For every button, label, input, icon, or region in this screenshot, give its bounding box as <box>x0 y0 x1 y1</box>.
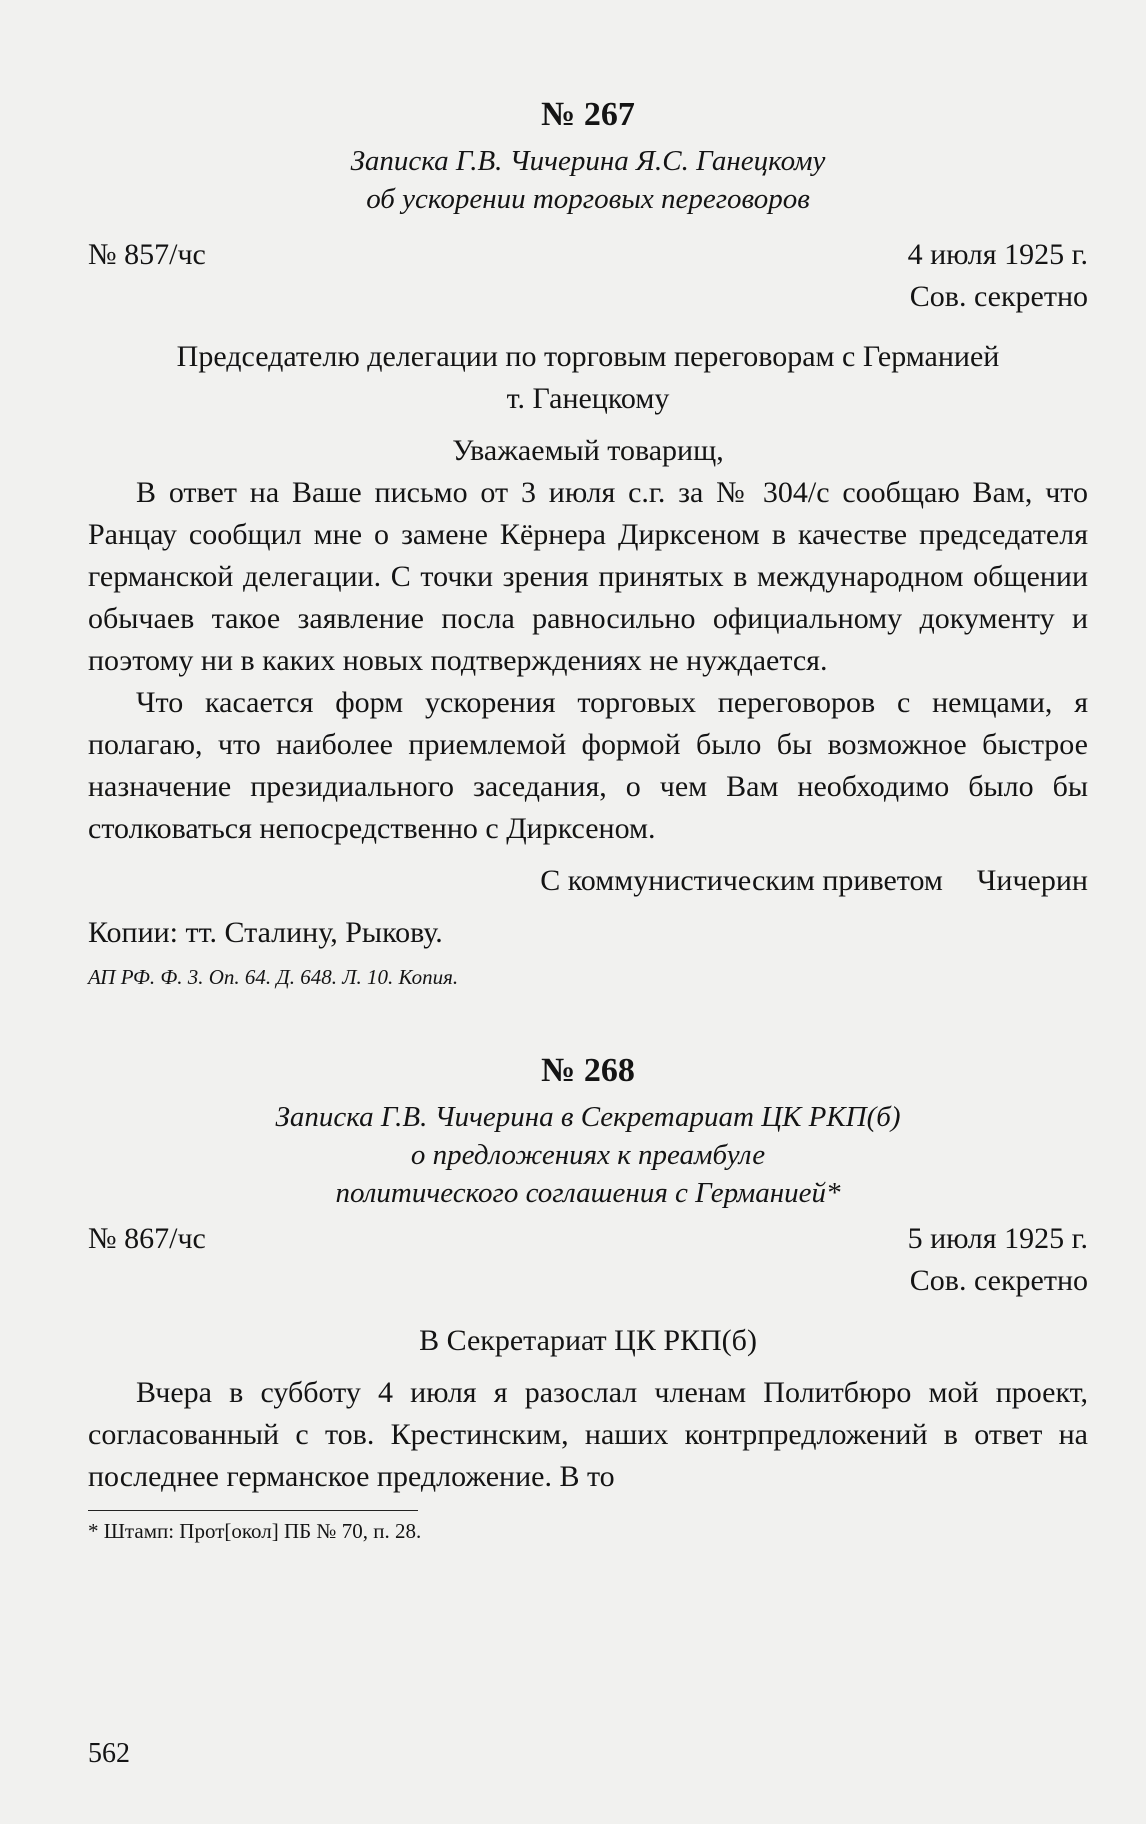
footnote-divider <box>88 1510 418 1511</box>
doc-267-classification: Сов. секретно <box>909 280 1088 313</box>
doc-267-date: 4 июля 1925 г. <box>907 238 1088 271</box>
doc-267-ref-date-row <box>88 234 1088 276</box>
doc-268-paragraph1: Вчера в субботу 4 июля я разослал членам Политбюро мой проект, согласованный с тов. Крестинским, наших контрпредложений в ответ на последнее германское предложение. В то <box>88 1376 1088 1493</box>
doc-267-signature: Чичерин <box>976 864 1088 897</box>
doc-267-addressee-line1: Председателю делегации по торговым переговорам с Германией <box>176 340 1000 373</box>
doc-268-addressee: В Секретариат ЦК РКП(б) <box>419 1324 757 1357</box>
doc-267-ref: № 857/чс <box>88 238 206 271</box>
doc-267-heading-line1: Записка Г.В. Чичерина Я.С. Ганецкому <box>350 145 826 177</box>
doc-268-heading-line1: Записка Г.В. Чичерина в Секретариат ЦК РКП(б) <box>275 1101 901 1133</box>
footnote: * Штамп: Прот[окол] ПБ № 70, п. 28. <box>88 1519 422 1543</box>
doc-267-closing: С коммунистическим приветом <box>540 864 943 897</box>
doc-267-number: № 267 <box>541 96 635 133</box>
doc-267-heading <box>88 142 1088 218</box>
doc-267-salutation: Уважаемый товарищ, <box>452 434 724 467</box>
doc-267-addressee-line2: т. Ганецкому <box>506 382 670 415</box>
doc-268-heading-line2: о предложениях к преамбуле <box>410 1139 766 1171</box>
doc-267-copies: Копии: тт. Сталину, Рыкову. <box>88 916 443 949</box>
doc-267-archive-ref: АП РФ. Ф. 3. Оп. 64. Д. 648. Л. 10. Копия. <box>88 965 459 989</box>
doc-268-classification: Сов. секретно <box>909 1264 1088 1297</box>
doc-268-heading-line3: политического соглашения с Германией* <box>335 1177 841 1209</box>
doc-268-date: 5 июля 1925 г. <box>907 1222 1088 1255</box>
document-page <box>88 92 1088 1545</box>
doc-267-paragraph2: Что касается форм ускорения торговых переговоров с немцами, я полагаю, что наиболее приемлемой формой было бы возможное быстрое назначение президиального заседания, о чем Вам необходимо было бы столковаться непосредственно с Дирксеном. <box>88 686 1088 845</box>
doc-267-paragraph1: В ответ на Ваше письмо от 3 июля с.г. за № 304/с сообщаю Вам, что Ранцау сообщил мне о замене Кёрнера Дирксеном в качестве председателя германской делегации. С точки зрения принятых в международном общении обычаев такое заявление посла равносильно официальному документу и поэтому ни в каких новых подтверждениях не нуждается. <box>88 476 1088 677</box>
doc-268-heading <box>88 1098 1088 1212</box>
doc-267-signature-row <box>88 860 1088 902</box>
doc-267-heading-line2: об ускорении торговых переговоров <box>366 183 810 215</box>
page-number: 562 <box>88 1738 130 1769</box>
doc-268-number: № 268 <box>541 1052 635 1089</box>
doc-268-ref-date-row <box>88 1218 1088 1260</box>
doc-268-ref: № 867/чс <box>88 1222 206 1255</box>
